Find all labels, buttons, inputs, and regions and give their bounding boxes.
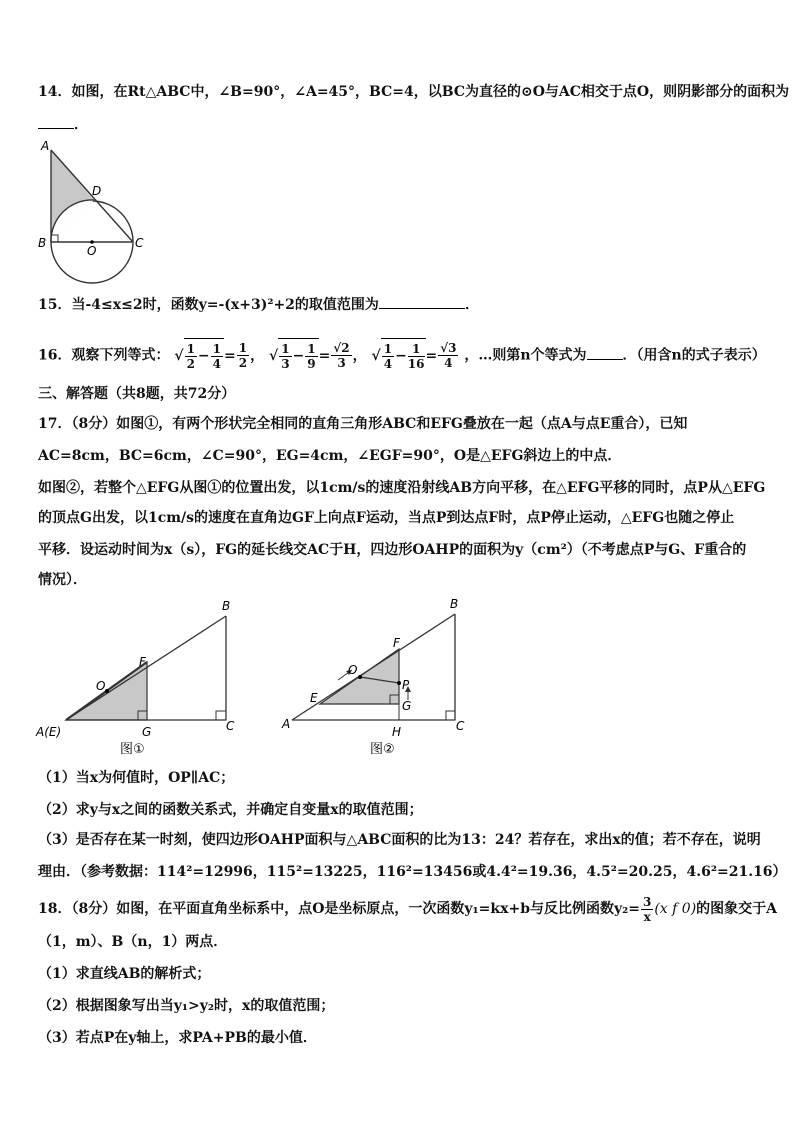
- q17-line-1: 17．（8分）如图①，有两个形状完全相同的直角三角形ABC和EFG叠放在一起（点A与点E重合），已知: [38, 416, 688, 432]
- q16-tail: ．（用含n的式子表示）: [622, 347, 766, 364]
- q16-prefix: 16．观察下列等式：: [38, 347, 170, 364]
- q17-line-4: 的顶点G出发，以1cm/s的速度在直角边GF上向点F运动，当点P到达点F时，点P停止运动，△EFG也随之停止: [38, 510, 735, 526]
- q14-answer-blank[interactable]: [38, 114, 74, 129]
- q14-label-o: O: [87, 244, 97, 258]
- q14-label-a: A: [41, 139, 50, 153]
- q18-line1-b: 的图象交于A: [696, 901, 778, 917]
- fig2-label-b: B: [450, 597, 459, 611]
- fig2-label-e: E: [310, 691, 318, 705]
- q14-text-line1: 14．如图，在Rt△ABC中，∠B=90°，∠A=45°，BC=4，以BC为直径的⊙O与AC相交于点O，则阴影部分的面积为: [38, 84, 790, 100]
- fig2-caption: 图②: [370, 742, 395, 757]
- q18-sub-2: （2）根据图象写出当y₁>y₂时，x的取值范围；: [38, 998, 335, 1014]
- fig1-label-c: C: [226, 719, 235, 733]
- fig1-label-b: B: [222, 599, 231, 613]
- fig2-label-p: P: [402, 678, 410, 692]
- q17-line-3: 如图②，若整个△EFG从图①的位置出发，以1cm/s的速度沿射线AB方向平移，在△EFG平移的同时，点P从△EFG: [38, 480, 766, 496]
- q14-figure: [34, 138, 150, 286]
- fig1-point-o: [105, 689, 109, 693]
- fig1-caption: 图①: [120, 742, 145, 757]
- q16-eq1: √ $\frac{1}{2}$ − $\frac{1}{4}$ = $\frac{1}{2}$ ，: [174, 348, 269, 364]
- fig2-label-a: A: [282, 717, 291, 731]
- fig1-label-g: G: [142, 725, 152, 739]
- section-3-heading: 三、解答题（共8题，共72分）: [38, 386, 236, 402]
- q17-line-6: 情况）．: [38, 572, 87, 588]
- q15-question: 15．当-4≤x≤2时，函数y=-(x+3)²+2的取值范围为: [38, 297, 379, 313]
- fig2-label-g: G: [402, 699, 412, 713]
- q18-condition: (x f 0): [654, 901, 697, 917]
- q17-figure-2: [278, 596, 478, 760]
- q16-answer-blank[interactable]: [587, 345, 623, 360]
- fig2-point-o: [358, 675, 362, 679]
- q14-end: ．: [74, 117, 88, 133]
- q15-end: ．: [464, 297, 479, 313]
- q18-line-1: [38, 894, 777, 924]
- q16-eq2: √ $\frac{1}{3}$ − $\frac{1}{9}$ = $\frac{√2}{3}$ ，: [269, 348, 372, 364]
- q14-text-line2: [38, 114, 88, 135]
- fig2-label-o: O: [348, 663, 358, 677]
- fig2-point-p: [397, 681, 401, 685]
- fig2-label-h: H: [392, 725, 402, 739]
- q17-line-2: AC=8cm，BC=6cm，∠C=90°，EG=4cm，∠EGF=90°，O是△EFG斜边上的中点．: [38, 448, 622, 464]
- q17-sub-3-line2: 理由．（参考数据：114²=12996，115²=13225，116²=13456或4.4²=19.36，4.5²=20.25，4.6²=21.16）: [38, 864, 787, 880]
- q17-sub-3-line1: （3）是否存在某一时刻，使四边形OAHP面积与△ABC面积的比为13：24？若存在，求出x的值；若不存在，说明: [38, 832, 761, 848]
- q15-text: [38, 294, 479, 315]
- q16-suffix: ，…则第n个等式为: [464, 347, 587, 364]
- fig2-right-angle-c: [446, 711, 455, 720]
- fig1-right-angle-c: [216, 711, 226, 720]
- fig1-label-f: F: [139, 655, 146, 669]
- q14-label-c: C: [135, 236, 144, 250]
- q16-eq3: √ $\frac{1}{4}$ − $\frac{1}{16}$ = $\frac{√3}{4}$: [372, 348, 465, 364]
- q17-sub-1: （1）当x为何值时，OP∥AC；: [38, 770, 235, 786]
- q14-label-b: B: [38, 236, 47, 250]
- fig2-label-f: F: [393, 636, 400, 650]
- fig2-label-c: C: [456, 719, 465, 733]
- q17-line-5: 平移．设运动时间为x（s），FG的延长线交AC于H，四边形OAHP的面积为y（cm²）（不考虑点P与G、F重合的: [38, 542, 747, 558]
- q17-sub-2: （2）求y与x之间的函数关系式，并确定自变量x的取值范围；: [38, 802, 423, 818]
- q15-answer-blank[interactable]: [379, 294, 465, 309]
- q14-label-d: D: [92, 184, 102, 198]
- fig1-label-o: O: [96, 679, 106, 693]
- q18-line-2: （1，m）、B（n，1）两点．: [38, 934, 228, 950]
- q16-text: [38, 338, 766, 373]
- q18-fraction: $\frac{3}{x}$: [642, 894, 652, 924]
- q18-sub-3: （3）若点P在y轴上，求PA+PB的最小值．: [38, 1030, 317, 1046]
- q18-sub-1: （1）求直线AB的解析式；: [38, 966, 211, 982]
- q18-line1-a: 18．（8分）如图，在平面直角坐标系中，点O是坐标原点，一次函数y₁=kx+b与反比例函数y₂=: [38, 901, 640, 917]
- q17-figure-1: [30, 596, 250, 760]
- fig1-label-a: A(E): [36, 725, 62, 739]
